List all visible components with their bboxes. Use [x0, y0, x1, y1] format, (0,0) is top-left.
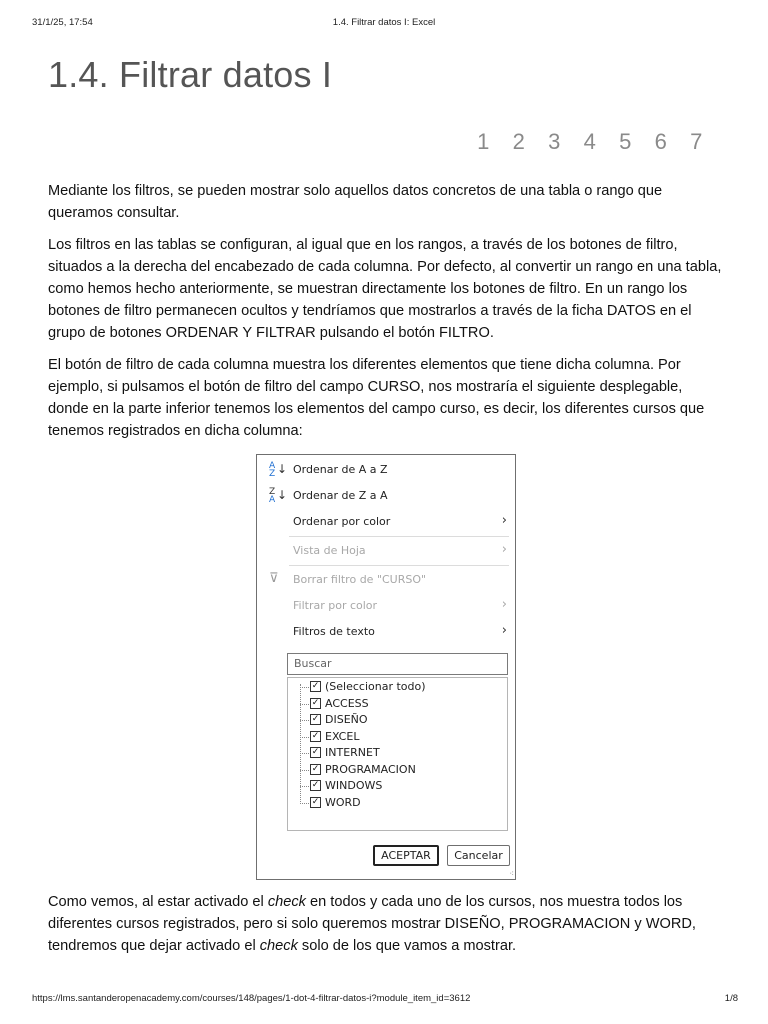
accept-button: ACEPTAR	[373, 845, 439, 866]
page-link-5[interactable]: 5	[619, 129, 632, 154]
checkbox-checked-icon: ✓	[311, 697, 320, 708]
checkbox-checked-icon: ✓	[311, 796, 320, 807]
sort-desc-icon: Z A ↓	[269, 487, 288, 505]
print-header	[32, 17, 736, 31]
filter-values-list: ✓ (Seleccionar todo) ✓ ACCESS ✓ DISEÑO ✓ EXCEL ✓ INTERNET ✓ PROGRAMACION ✓ WINDOWS ✓ WORD	[287, 677, 508, 831]
checkbox-checked-icon: ✓	[311, 714, 320, 724]
menu-sort-color: Ordenar por color ›	[293, 513, 507, 528]
menu-text-filters: Filtros de texto ›	[293, 623, 507, 638]
menu-filter-color: Filtrar por color ›	[293, 597, 507, 612]
emphasis: check	[267, 894, 306, 910]
page-title: 1.4. Filtrar datos I	[48, 54, 333, 95]
cancel-button: Cancelar	[447, 845, 510, 866]
resize-grip-icon: ⁖	[509, 869, 513, 878]
paragraph: Como vemos, al estar activado el check en todos y cada uno de los cursos, nos muestra todos los diferentes cursos registrados, pero si solo queremos mostrar DISEÑO, PROGRAMACION y WORD, tendremos que dejar activado el check solo de los que vamos a mostrar.	[48, 894, 696, 954]
checkbox-checked-icon: ✓	[311, 780, 320, 790]
chevron-right-icon: ›	[501, 597, 507, 612]
checkbox-checked-icon: ✓	[311, 747, 320, 757]
page-link-3[interactable]: 3	[548, 129, 561, 154]
checkbox-checked-icon: ✓	[311, 681, 320, 691]
print-page-number: 1/8	[724, 993, 738, 1004]
sort-asc-icon: A Z ↓	[269, 461, 288, 479]
page-link-4[interactable]: 4	[583, 129, 596, 154]
page-link-7[interactable]: 7	[690, 129, 703, 154]
chevron-right-icon: ›	[501, 513, 507, 528]
menu-sort-desc: Z A ↓ Ordenar de Z a A	[269, 487, 388, 505]
menu-sort-asc: A Z ↓ Ordenar de A a Z	[269, 461, 388, 479]
checkbox-checked-icon: ✓	[311, 763, 320, 774]
print-page-title: 1.4. Filtrar datos I: Excel	[332, 17, 436, 28]
checkbox-checked-icon: ✓	[311, 730, 320, 741]
print-footer	[32, 993, 738, 1007]
menu-clear-filter: ⊽ Borrar filtro de "CURSO"	[257, 569, 515, 591]
page-link-2[interactable]: 2	[512, 129, 525, 154]
filter-search-field: Buscar	[287, 653, 508, 675]
menu-sheet-view: Vista de Hoja ›	[293, 542, 507, 557]
clear-filter-icon: ⊽	[269, 571, 279, 586]
page-link-1[interactable]: 1	[477, 129, 490, 154]
page-link-6[interactable]: 6	[654, 129, 667, 154]
pagination	[466, 129, 715, 155]
emphasis: check	[259, 938, 298, 954]
menu-separator	[289, 536, 509, 537]
chevron-right-icon: ›	[501, 623, 507, 638]
paragraph: El botón de filtro de cada columna muestra los diferentes elementos que tiene dicha columna. Por ejemplo, si pulsamos el botón de filtro del campo CURSO, nos mostraría el siguiente desplegable, donde en la parte inferior tenemos los elementos del campo curso, es decir, los diferentes cursos que tenemos registrados en dicha columna:	[48, 357, 705, 439]
menu-separator	[289, 565, 509, 566]
chevron-right-icon: ›	[501, 542, 507, 557]
print-datetime: 31/1/25, 17:54	[32, 17, 93, 28]
print-url: https://lms.santanderopenacademy.com/courses/148/pages/1-dot-4-filtrar-datos-i?module_item_id=3612	[32, 993, 471, 1004]
article-body	[48, 180, 726, 452]
paragraph: Mediante los filtros, se pueden mostrar solo aquellos datos concretos de una tabla o rango que queramos consultar.	[48, 183, 663, 221]
paragraph: Los filtros en las tablas se configuran, al igual que en los rangos, a través de los botones de filtro, situados a la derecha del encabezado de cada columna. Por defecto, al convertir un rango en una tabla, como hemos hecho anteriormente, se muestran directamente los botones de filtro. En un rango los botones de filtro permanecen ocultos y tendríamos que mostrarlos a través de la ficha DATOS en el grupo de botones ORDENAR Y FILTRAR pulsando el botón FILTRO.	[48, 237, 722, 341]
excel-filter-menu-screenshot	[256, 454, 516, 880]
